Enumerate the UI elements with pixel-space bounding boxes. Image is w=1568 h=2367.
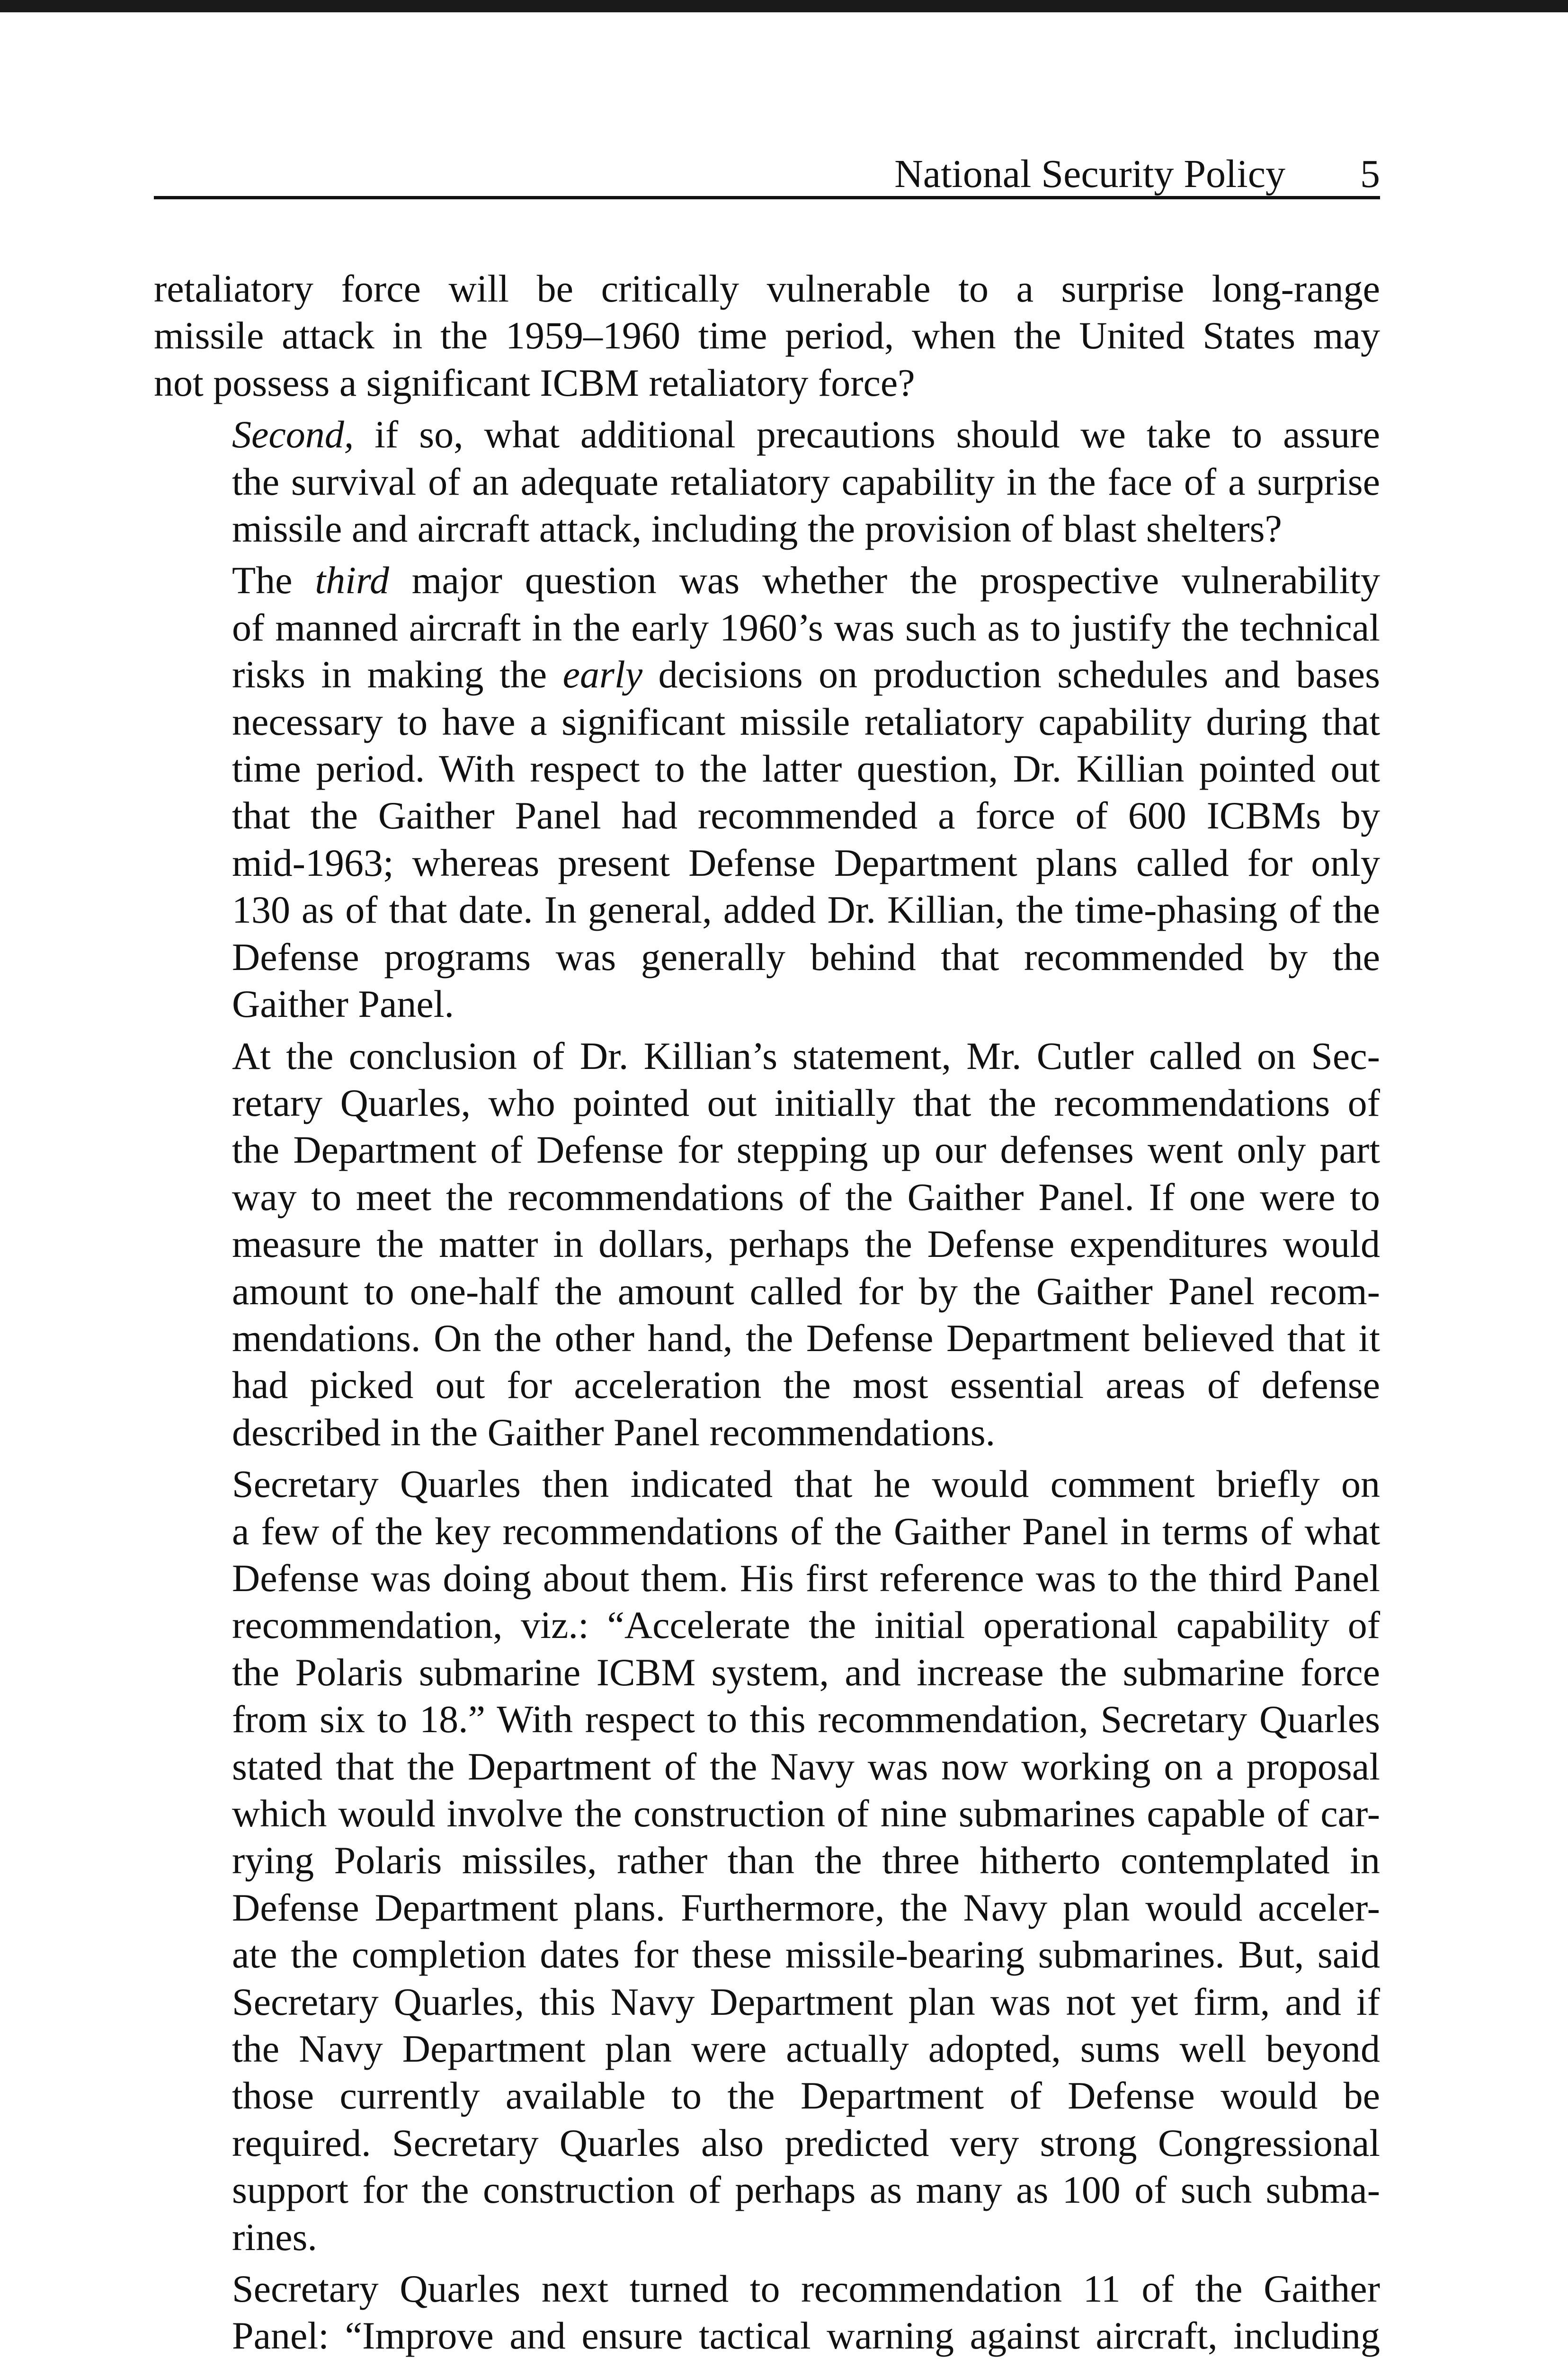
text-line: the Polaris submarine ICBM system, and increase the submarine force: [232, 1650, 1380, 1694]
text-line: which would involve the construction of nine submarines capable of car-: [232, 1792, 1380, 1835]
emphasis-third: third: [315, 559, 389, 602]
text-line: [154, 411, 1380, 458]
text-line: rying Polaris missiles, rather than the three hitherto contemplated in: [232, 1839, 1380, 1882]
text-line: Secretary Quarles, this Navy Department plan was not yet firm, and if: [232, 1980, 1380, 2023]
text-fragment: The: [232, 559, 315, 602]
text-line: ate the completion dates for these missile-bearing submarines. But, said: [232, 1933, 1380, 1976]
text-line: the survival of an adequate retaliatory capability in the face of a surprise: [232, 460, 1380, 503]
text-line: Secretary Quarles then indicated that he would comment briefly on: [232, 1462, 1380, 1506]
text-line: missile and aircraft attack, including the provision of blast shelters?: [232, 507, 1282, 551]
text-line: that the Gaither Panel had recommended a force of 600 ICBMs by: [232, 794, 1380, 837]
text-fragment: if so, what additional precautions should we take to assure: [354, 413, 1380, 456]
text-line: recommendation, viz.: “Accelerate the initial operational capability of: [232, 1603, 1380, 1647]
emphasis-early: early: [562, 653, 643, 696]
text-line: amount to one-half the amount called for by the Gaither Panel recom-: [232, 1269, 1380, 1313]
paragraph-5: [154, 1460, 1380, 2260]
paragraph-4: [154, 1032, 1380, 1456]
text-line: had picked out for acceleration the most essential areas of defense: [232, 1363, 1380, 1407]
paragraph-3: [154, 557, 1380, 1027]
text-line: [154, 651, 1380, 698]
paragraph-2: [154, 411, 1380, 552]
emphasis-second: Second,: [232, 413, 354, 456]
running-header: [154, 133, 1380, 199]
text-line: Gaither Panel.: [232, 982, 454, 1026]
page-number: 5: [1360, 152, 1380, 196]
text-line: mid-1963; whereas present Defense Department plans called for only: [232, 841, 1380, 884]
text-line: missile attack in the 1959–1960 time period, when the United States may: [154, 314, 1380, 357]
text-fragment: risks in making the: [232, 653, 563, 696]
text-fragment: major question was whether the prospective vulnerability: [389, 559, 1381, 602]
text-line: the Navy Department plan were actually adopted, sums well beyond: [232, 2027, 1380, 2071]
text-line: rines.: [232, 2215, 317, 2259]
text-line: from six to 18.” With respect to this recommendation, Secretary Quarles: [232, 1698, 1380, 1741]
text-line: measure the matter in dollars, perhaps the Defense expenditures would: [232, 1222, 1380, 1266]
text-line: of manned aircraft in the early 1960’s was such as to justify the technical: [232, 605, 1380, 649]
text-line: retaliatory force will be critically vulnerable to a surprise long-range: [154, 267, 1380, 310]
text-line: a few of the key recommendations of the Gaither Panel in terms of what: [232, 1509, 1380, 1553]
text-line: Defense programs was generally behind that recommended by the: [232, 935, 1380, 979]
text-line: Secretary Quarles next turned to recommendation 11 of the Gaither: [232, 2267, 1380, 2311]
text-line: not possess a significant ICBM retaliatory force?: [154, 361, 915, 404]
text-line: those currently available to the Department of Defense would be: [232, 2074, 1380, 2118]
text-line: retary Quarles, who pointed out initially that the recommendations of: [232, 1081, 1380, 1124]
text-line: stated that the Department of the Navy was now working on a proposal: [232, 1744, 1380, 1788]
text-line: mendations. On the other hand, the Defense Department believed that it: [232, 1316, 1380, 1360]
text-line: Defense was doing about them. His first reference was to the third Panel: [232, 1556, 1380, 1600]
text-line: 130 as of that date. In general, added Dr. Killian, the time-phasing of the: [232, 888, 1380, 932]
text-line: necessary to have a significant missile retaliatory capability during that: [232, 700, 1380, 743]
text-line: support for the construction of perhaps as many as 100 of such subma-: [232, 2168, 1380, 2212]
body-text: [154, 265, 1380, 2364]
text-line: Defense Department plans. Furthermore, the Navy plan would acceler-: [232, 1886, 1380, 1929]
text-line: At the conclusion of Dr. Killian’s statement, Mr. Cutler called on Sec-: [232, 1034, 1380, 1077]
paragraph-1: [154, 265, 1380, 406]
running-title: National Security Policy: [894, 152, 1285, 196]
paragraph-6: [154, 2265, 1380, 2359]
text-line: required. Secretary Quarles also predicted very strong Congressional: [232, 2121, 1380, 2164]
text-fragment: decisions on production schedules and bases: [642, 653, 1380, 696]
text-line: the Department of Defense for stepping up our defenses went only part: [232, 1128, 1380, 1172]
text-line: [154, 557, 1380, 604]
text-line: way to meet the recommendations of the Gaither Panel. If one were to: [232, 1175, 1380, 1219]
text-line: time period. With respect to the latter question, Dr. Killian pointed out: [232, 747, 1380, 791]
text-line: described in the Gaither Panel recommendations.: [232, 1410, 996, 1454]
text-line: Panel: “Improve and ensure tactical warning against aircraft, including: [232, 2314, 1380, 2358]
